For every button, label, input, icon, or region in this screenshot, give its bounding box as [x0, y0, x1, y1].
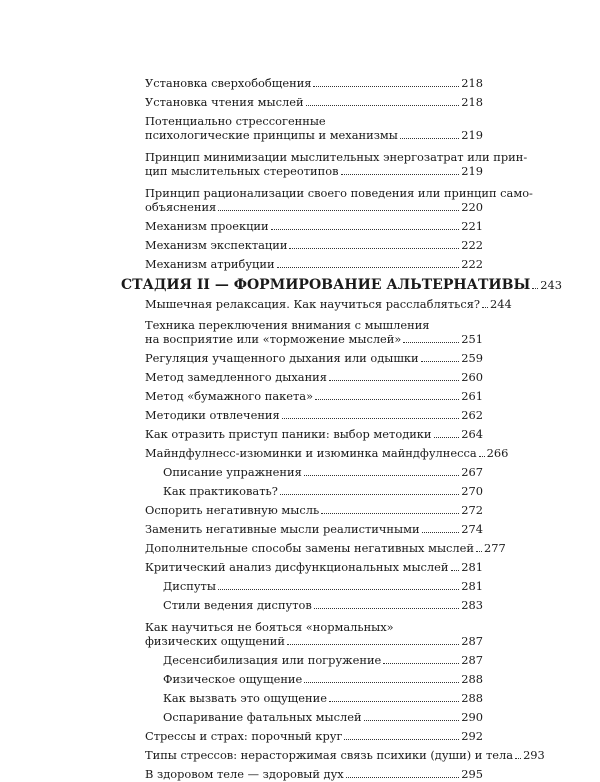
toc-leader: [515, 758, 521, 759]
toc-leader: [287, 644, 459, 645]
toc-leader: [329, 380, 459, 381]
toc-entry-page: 251: [461, 332, 483, 346]
toc-entry-title: Физическое ощущение: [163, 672, 303, 686]
toc-leader: [321, 513, 459, 514]
toc-entry: [121, 522, 483, 537]
toc-entry-page: 277: [483, 541, 506, 555]
toc-entry-title: Описание упражнения: [163, 465, 302, 479]
toc-subentry: [121, 579, 483, 594]
toc-entry-title: Мышечная релаксация. Как научиться расслабляться?: [145, 297, 481, 311]
toc-entry: [121, 370, 483, 385]
toc-entry-page: 295: [461, 767, 483, 781]
toc-entry-title: на восприятие или «торможение мыслей»: [145, 332, 402, 346]
toc-entry-title-line: Как научиться не бояться «нормальных»: [145, 620, 394, 634]
toc-entry-page: 260: [461, 370, 483, 384]
toc-leader: [315, 399, 459, 400]
toc-entry-title: Методики отвлечения: [145, 408, 280, 422]
toc-leader: [289, 248, 459, 249]
toc-entry-page: 281: [461, 579, 483, 593]
toc-entry: [121, 318, 483, 347]
toc-entry-title: Стили ведения диспутов: [163, 598, 312, 612]
toc-entry-page: 267: [461, 465, 483, 479]
toc-entry-title: Диспуты: [163, 579, 216, 593]
toc-entry-page: 259: [461, 351, 483, 365]
toc-leader: [277, 267, 460, 268]
toc-entry-page: 262: [461, 408, 483, 422]
toc-entry: [121, 351, 483, 366]
toc-entry: [121, 114, 483, 143]
toc-leader: [218, 210, 459, 211]
toc-leader: [346, 777, 460, 778]
toc-leader: [422, 532, 460, 533]
toc-leader: [271, 229, 460, 230]
toc-entry-title: Критический анализ дисфункциональных мыслей: [145, 560, 449, 574]
toc-stage-heading: [121, 276, 563, 294]
toc-entry-page: 219: [461, 164, 483, 178]
toc-stage-title: СТАДИЯ II — ФОРМИРОВАНИЕ АЛЬТЕРНАТИВЫ: [121, 277, 531, 293]
toc-entry-page: 222: [461, 238, 483, 252]
toc-entry-title: Как вызвать это ощущение: [163, 691, 327, 705]
toc-entry-title: Заменить негативные мысли реалистичными: [145, 522, 420, 536]
toc-entry-page: 281: [461, 560, 483, 574]
toc-entry-title: Десенсибилизация или погружение: [163, 653, 382, 667]
toc-entry-title: Как отразить приступ паники: выбор методики: [145, 427, 432, 441]
toc-entry: [121, 76, 483, 91]
toc-entry: [121, 257, 483, 272]
toc-entry: [121, 560, 483, 575]
toc-leader: [482, 307, 488, 308]
toc-entry-title: психологические принципы и механизмы: [145, 128, 398, 142]
toc-entry-title-line: Потенциально стрессогенные: [145, 114, 326, 128]
toc-subentry: [121, 484, 483, 499]
toc-entry-page: 261: [461, 389, 483, 403]
toc-leader: [400, 138, 459, 139]
toc-entry-title: Типы стрессов: нерасторжимая связь психики (души) и тела: [145, 748, 514, 762]
toc-entry-page: 270: [461, 484, 483, 498]
toc-subentry: [121, 710, 483, 725]
toc-entry-title: Оспорить негативную мысль: [145, 503, 320, 517]
toc-entry: [121, 95, 483, 110]
toc-entry-page: 287: [461, 634, 483, 648]
toc-entry-page: 219: [461, 128, 483, 142]
toc-entry: [121, 541, 506, 556]
toc-entry-title: Метод замедленного дыхания: [145, 370, 327, 384]
toc-leader: [341, 174, 460, 175]
toc-entry: [121, 748, 545, 763]
toc-entry-title: В здоровом теле — здоровый дух: [145, 767, 344, 781]
toc-entry: [121, 729, 483, 744]
toc-subentry: [121, 465, 483, 480]
toc-entry-page: 220: [461, 200, 483, 214]
toc-entry: [121, 219, 483, 234]
toc-entry-title: Механизм проекции: [145, 219, 269, 233]
toc-entry: [121, 186, 533, 215]
toc-entry-title: Механизм атрибуции: [145, 257, 275, 271]
toc-leader: [282, 418, 460, 419]
toc-entry-title: Установка сверхобобщения: [145, 76, 312, 90]
toc-entry-title: объяснения: [145, 200, 217, 214]
toc-leader: [304, 682, 459, 683]
toc-entry-page: 266: [486, 446, 509, 460]
toc-entry-title: Стрессы и страх: порочный круг: [145, 729, 343, 743]
toc-leader: [313, 86, 459, 87]
toc-entry-page: 244: [490, 297, 512, 311]
toc-stage-page: 243: [540, 278, 563, 292]
toc-entry-title: физических ощущений: [145, 634, 285, 648]
toc-leader: [421, 361, 460, 362]
table-of-contents: [121, 76, 563, 782]
toc-entry-title-line: Техника переключения внимания с мышления: [145, 318, 430, 332]
toc-entry-page: 222: [461, 257, 483, 271]
toc-leader: [532, 288, 538, 289]
toc-entry-title: Дополнительные способы замены негативных мыслей: [145, 541, 474, 555]
toc-entry: [121, 446, 509, 461]
toc-entry-title: Как практиковать?: [163, 484, 278, 498]
toc-entry: [121, 427, 483, 442]
toc-entry-title: Механизм экспектации: [145, 238, 288, 252]
toc-leader: [280, 494, 459, 495]
toc-leader: [314, 608, 459, 609]
toc-entry-page: 218: [461, 76, 483, 90]
toc-entry: [121, 408, 483, 423]
toc-entry-title: Метод «бумажного пакета»: [145, 389, 314, 403]
toc-entry: [121, 238, 483, 253]
toc-leader: [304, 475, 459, 476]
toc-entry-title: Установка чтения мыслей: [145, 95, 304, 109]
toc-entry: [121, 503, 483, 518]
toc-entry-page: 287: [461, 653, 483, 667]
toc-entry-page: 292: [461, 729, 483, 743]
toc-leader: [329, 701, 459, 702]
toc-leader: [344, 739, 459, 740]
toc-leader: [306, 105, 460, 106]
toc-entry: [121, 620, 483, 649]
toc-entry-page: 293: [523, 748, 545, 762]
toc-entry-page: 272: [461, 503, 483, 517]
toc-leader: [476, 551, 482, 552]
toc-entry: [121, 150, 528, 179]
toc-entry-title-line: Принцип минимизации мыслительных энергозатрат или прин-: [145, 150, 528, 164]
toc-entry-title: Оспаривание фатальных мыслей: [163, 710, 362, 724]
toc-entry-title: Майндфулнесс-изюминки и изюминка майндфулнесса: [145, 446, 477, 460]
toc-entry-page: 221: [461, 219, 483, 233]
toc-entry: [121, 297, 512, 312]
toc-entry-page: 288: [461, 691, 483, 705]
toc-entry-page: 290: [461, 710, 483, 724]
toc-entry-page: 288: [461, 672, 483, 686]
toc-entry-page: 283: [461, 598, 483, 612]
toc-entry: [121, 767, 483, 782]
toc-subentry: [121, 598, 483, 613]
toc-leader: [434, 437, 460, 438]
toc-entry-page: 274: [461, 522, 483, 536]
toc-leader: [479, 456, 485, 457]
toc-leader: [383, 663, 459, 664]
toc-entry: [121, 389, 483, 404]
toc-subentry: [121, 672, 483, 687]
toc-entry-page: 264: [461, 427, 483, 441]
toc-entry-title: Регуляция учащенного дыхания или одышки: [145, 351, 419, 365]
toc-entry-page: 218: [461, 95, 483, 109]
toc-subentry: [121, 691, 483, 706]
toc-entry-title: цип мыслительных стереотипов: [145, 164, 339, 178]
toc-subentry: [121, 653, 483, 668]
toc-leader: [403, 342, 459, 343]
toc-leader: [451, 570, 460, 571]
toc-leader: [218, 589, 459, 590]
toc-leader: [364, 720, 460, 721]
toc-entry-title-line: Принцип рационализации своего поведения или принцип само-: [145, 186, 533, 200]
